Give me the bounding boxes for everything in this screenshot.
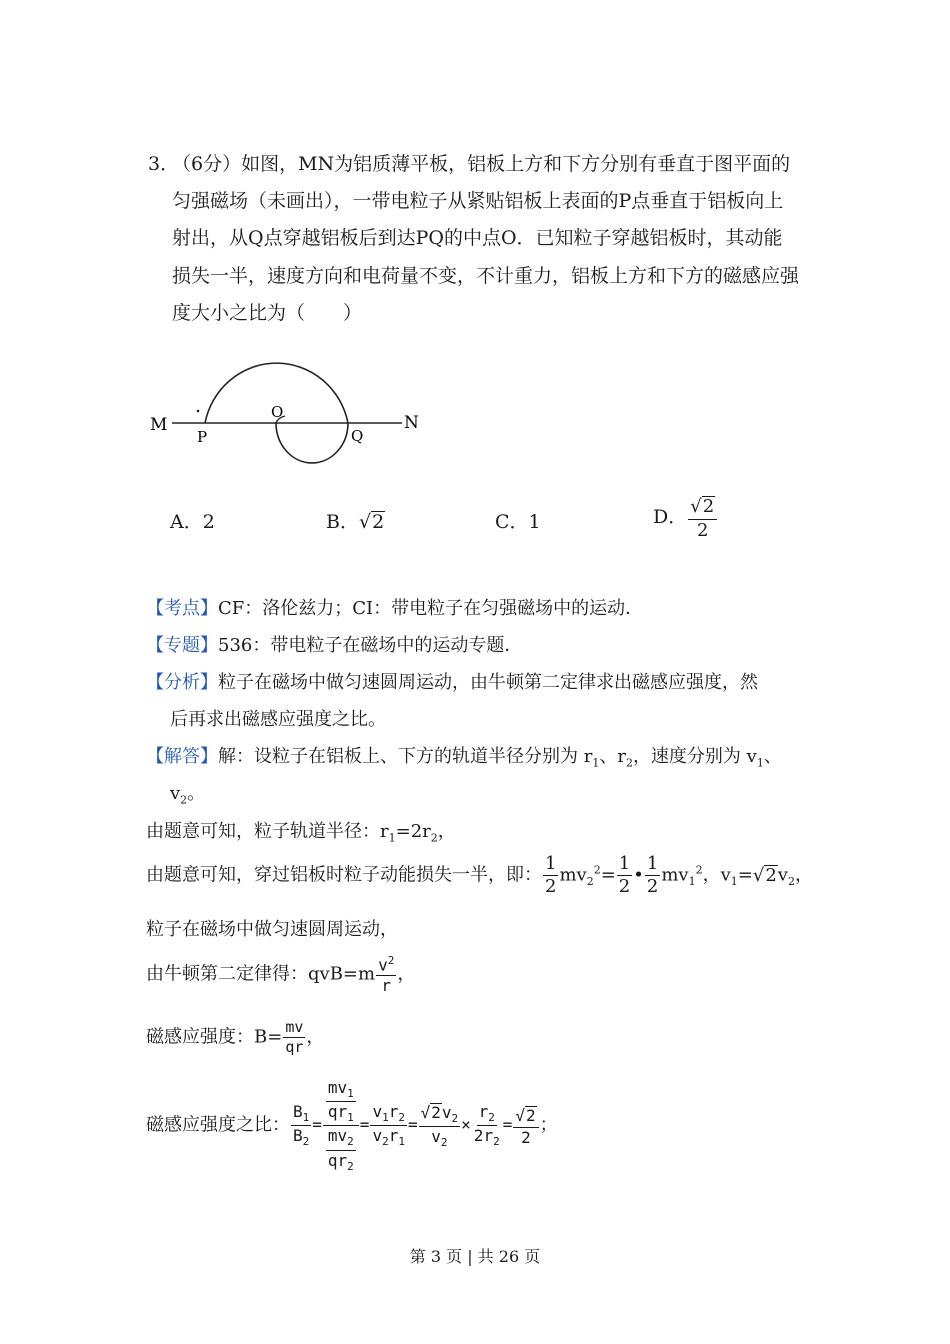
- sqrt-icon: √2: [420, 1103, 441, 1123]
- option-b-value: 2: [372, 511, 385, 533]
- step-radius: 由题意可知，粒子轨道半径：$r_1=2r_2$，: [146, 821, 456, 845]
- question-number: 3．: [148, 153, 180, 175]
- trajectory-figure: [140, 338, 430, 468]
- question-line-5: 度大小之比为（ ）: [172, 302, 363, 324]
- option-b[interactable]: [326, 504, 385, 541]
- step-field: 磁感应强度：B= $\frac{mv}{qr}$ ，: [146, 1018, 325, 1056]
- label-m: M: [150, 415, 168, 435]
- sqrt-icon: √2: [358, 511, 385, 533]
- question-line-1: （6分）如图，MN为铝质薄平板，铝板上方和下方分别有垂直于图平面的: [172, 153, 791, 175]
- jieda-tag: 【解答】: [146, 746, 218, 767]
- point-p-dot: [197, 410, 200, 413]
- option-d-numerator: 2: [702, 496, 715, 517]
- option-c-value: 1: [528, 511, 541, 533]
- label-q: Q: [351, 427, 364, 445]
- zhuanti-row: [146, 631, 522, 657]
- zhuanti-tag: 【专题】: [146, 635, 218, 656]
- option-a-value: 2: [202, 511, 215, 533]
- kaodian-row: [146, 594, 643, 620]
- question-line-3: 射出，从Q点穿越铝板后到达PQ的中点O．已知粒子穿越铝板时，其动能: [172, 227, 783, 249]
- sqrt-icon: √2: [752, 864, 777, 886]
- step-kinetic-energy: 由题意可知，穿过铝板时粒子动能损失一半，即： $\frac{1}{2}$ $mv_2^2=$ $\frac{1}{2}$ • $\frac{1}{2}$ $mv_1^2$，$v_1=√2v_2$，: [146, 853, 813, 897]
- page-footer: 第 3 页 | 共 26 页: [409, 1247, 541, 1266]
- label-o: O: [271, 403, 284, 421]
- kaodian-text: CF：洛伦兹力；CI：带电粒子在匀强磁场中的运动．: [218, 598, 644, 619]
- question-line-2: 匀强磁场（未画出），一带电粒子从紧贴铝板上表面的P点垂直于铝板向上: [172, 190, 784, 212]
- option-d[interactable]: D． $\frac{√2}{2}$: [653, 496, 718, 540]
- option-a-label: A．: [170, 511, 203, 533]
- option-b-label: B．: [326, 511, 359, 533]
- option-a[interactable]: [170, 504, 215, 541]
- lower-trajectory-arc: [276, 423, 348, 463]
- question-line-4: 损失一半，速度方向和电荷量不变，不计重力，铝板上方和下方的磁感应强: [172, 265, 800, 287]
- sqrt-icon: √2: [515, 1106, 536, 1126]
- fenxi-line-1: 粒子在磁场中做匀速圆周运动，由牛顿第二定律求出磁感应强度，然: [218, 672, 758, 693]
- fenxi-line-2: 后再求出磁感应强度之比。: [170, 709, 386, 730]
- option-d-label: D．: [653, 505, 688, 528]
- fenxi-row: [146, 668, 758, 694]
- jieda-line-2: $v_2$。: [170, 783, 206, 807]
- step-newton: 由牛顿第二定律得：qvB=m $\frac{v^2}{r}$ ，: [146, 954, 416, 996]
- label-p: P: [197, 428, 208, 446]
- step-ratio: 磁感应强度之比： $\frac{B_1}{B_2}$ = $\frac{\frac{mv_1}{qr_1}}{\frac{mv_2}{qr_2}}$ = $\frac{v_1r_2}{v_2r_1}$ = $\frac{√2v_2}{v_2}$ × $\frac{r_2}{2r_2}$ = $\frac{√2}{2}$ ；: [146, 1078, 558, 1173]
- option-d-denominator: 2: [696, 519, 709, 541]
- jieda-row: 【解答】解：设粒子在铝板上、下方的轨道半径分别为 $r_1$、$r_2$，速度分别为 $v_1$、: [146, 746, 782, 770]
- fenxi-tag: 【分析】: [146, 672, 218, 693]
- step-uniform-motion: 粒子在磁场中做匀速圆周运动，: [146, 919, 398, 940]
- kaodian-tag: 【考点】: [146, 598, 218, 619]
- option-c-label: C．: [495, 511, 529, 533]
- label-n: N: [404, 413, 419, 433]
- zhuanti-text: 536：带电粒子在磁场中的运动专题．: [218, 635, 523, 656]
- option-c[interactable]: [495, 504, 541, 541]
